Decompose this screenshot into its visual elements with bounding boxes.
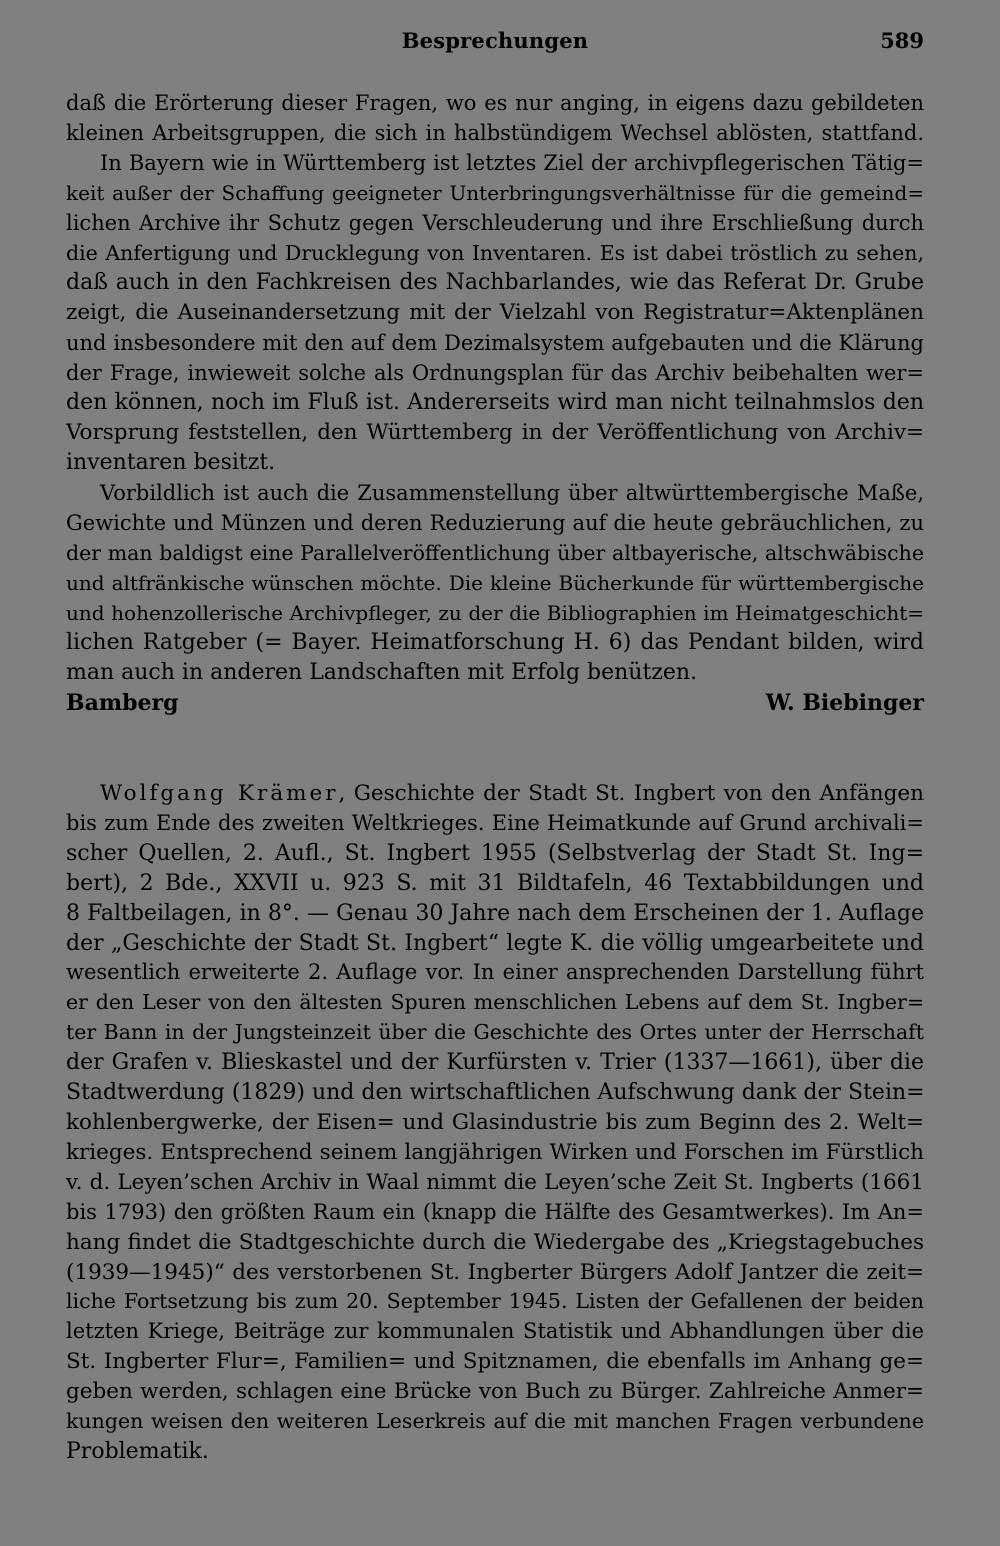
text-line: ter Bann in der Jungsteinzeit über die Geschichte des Ortes unter der Herrschaft <box>66 1020 924 1045</box>
text-line: Gewichte und Münzen und deren Reduzierung auf die heute gebräuchlichen, zu <box>66 511 924 535</box>
text-line: (1939—1945)“ des verstorbenen St. Ingberter Bürgers Adolf Jantzer die zeit= <box>66 1259 924 1285</box>
text-line: man auch in anderen Landschaften mit Erfolg benützen. <box>66 660 698 685</box>
text-line: bert), 2 Bde., XXVII u. 923 S. mit 31 Bildtafeln, 46 Textabbildungen und <box>66 870 924 896</box>
text-line: geben werden, schlagen eine Brücke von Buch zu Bürger. Zahlreiche Anmer= <box>66 1379 924 1405</box>
text-line: und altfränkische wünschen möchte. Die kleine Bücherkunde für württembergische <box>66 571 924 595</box>
page-number: 589 <box>880 28 924 53</box>
review-author-name: Wolfgang Krämer <box>100 781 339 806</box>
first-section <box>66 88 924 688</box>
text-line: krieges. Entsprechend seinem langjährigen Wirken und Forschen im Fürstlich <box>66 1139 924 1165</box>
signature-author: W. Biebinger <box>765 690 924 716</box>
running-head: Besprechungen <box>401 28 589 53</box>
text-line: der man baldigst eine Parallelveröffentlichung über altbayerische, altschwäbische <box>66 541 924 565</box>
text-line: und hohenzollerische Archivpfleger, zu der die Bibliographien im Heimatgeschicht= <box>66 601 924 625</box>
page <box>66 22 924 1467</box>
review-title: , Geschichte der Stadt St. Ingbert von den Anfängen <box>338 781 924 806</box>
text-line: und insbesondere mit den auf dem Dezimalsystem aufgebauten und die Klärung <box>66 331 924 355</box>
text-line: inventaren besitzt. <box>66 450 276 475</box>
text-line: daß auch in den Fachkreisen des Nachbarlandes, wie das Referat Dr. Grube <box>66 270 924 295</box>
text-line: kohlenbergwerke, der Eisen= und Glasindustrie bis zum Beginn des 2. Welt= <box>66 1109 924 1135</box>
text-line: 8 Faltbeilagen, in 8°. — Genau 30 Jahre nach dem Erscheinen der 1. Auflage <box>66 900 924 926</box>
text-line: der Frage, inwieweit solche als Ordnungsplan für das Archiv beibehalten wer= <box>66 361 924 385</box>
text-line: bis zum Ende des zweiten Weltkrieges. Eine Heimatkunde auf Grund archivali= <box>66 810 924 835</box>
text-line: bis 1793) den größten Raum ein (knapp die Hälfte des Gesamtwerkes). Im An= <box>66 1199 924 1224</box>
text-line: zeigt, die Auseinandersetzung mit der Vielzahl von Registratur=Aktenplänen <box>66 300 924 325</box>
text-line: Vorsprung feststellen, den Württemberg in der Veröffentlichung von Archiv= <box>66 420 924 445</box>
text-line: daß die Erörterung dieser Fragen, wo es nur anging, in eigens dazu gebildeten <box>66 91 924 115</box>
signature <box>66 688 924 718</box>
text-line: letzten Kriege, Beiträge zur kommunalen Statistik und Abhandlungen über die <box>66 1319 924 1344</box>
text-line: der „Geschichte der Stadt St. Ingbert“ legte K. die völlig umgearbeitete und <box>66 930 924 956</box>
text-line: St. Ingberter Flur=, Familien= und Spitznamen, die ebenfalls im Anhang ge= <box>66 1349 924 1375</box>
review-heading-line <box>66 779 924 809</box>
signature-place: Bamberg <box>66 690 179 716</box>
text-line: In Bayern wie in Württemberg ist letztes Ziel der archivpflegerischen Tätig= <box>100 151 924 175</box>
text-line: den können, noch im Fluß ist. Andererseits wird man nicht teilnahmslos den <box>66 390 924 415</box>
text-line: liche Fortsetzung bis zum 20. September 1945. Listen der Gefallenen der beiden <box>66 1289 924 1314</box>
text-line: er den Leser von den ältesten Spuren menschlichen Lebens auf dem St. Ingber= <box>66 990 924 1015</box>
text-line: scher Quellen, 2. Aufl., St. Ingbert 1955 (Selbstverlag der Stadt St. Ing= <box>66 840 924 866</box>
text-line: v. d. Leyen’schen Archiv in Waal nimmt die Leyen’sche Zeit St. Ingberts (1661 <box>66 1169 924 1195</box>
text-line: Stadtwerdung (1829) und den wirtschaftlichen Aufschwung dank der Stein= <box>66 1080 925 1106</box>
text-line: lichen Ratgeber (= Bayer. Heimatforschung H. 6) das Pendant bilden, wird <box>66 630 924 655</box>
text-line: Vorbildlich ist auch die Zusammenstellung über altwürttembergische Maße, <box>100 481 924 505</box>
book-review <box>66 779 924 1467</box>
text-line: keit außer der Schaffung geeigneter Unterbringungsverhältnisse für die gemeind= <box>66 181 924 205</box>
text-line: kleinen Arbeitsgruppen, die sich in halbstündigem Wechsel ablösten, stattfand. <box>66 121 924 145</box>
text-line: die Anfertigung und Drucklegung von Inventaren. Es ist dabei tröstlich zu sehen, <box>66 241 924 265</box>
text-line: kungen weisen den weiteren Leserkreis auf die mit manchen Fragen verbundene <box>66 1409 924 1434</box>
text-line: lichen Archive ihr Schutz gegen Verschleuderung und ihre Erschließung durch <box>66 211 924 235</box>
text-line: hang findet die Stadtgeschichte durch die Wiedergabe des „Kriegstagebuches <box>66 1229 924 1255</box>
text-line: wesentlich erweiterte 2. Auflage vor. In einer ansprechenden Darstellung führt <box>66 960 924 985</box>
page-header <box>66 22 924 58</box>
text-line: der Grafen v. Blieskastel und der Kurfürsten v. Trier (1337—1661), über die <box>66 1050 924 1076</box>
text-line: Problematik. <box>66 1438 209 1464</box>
